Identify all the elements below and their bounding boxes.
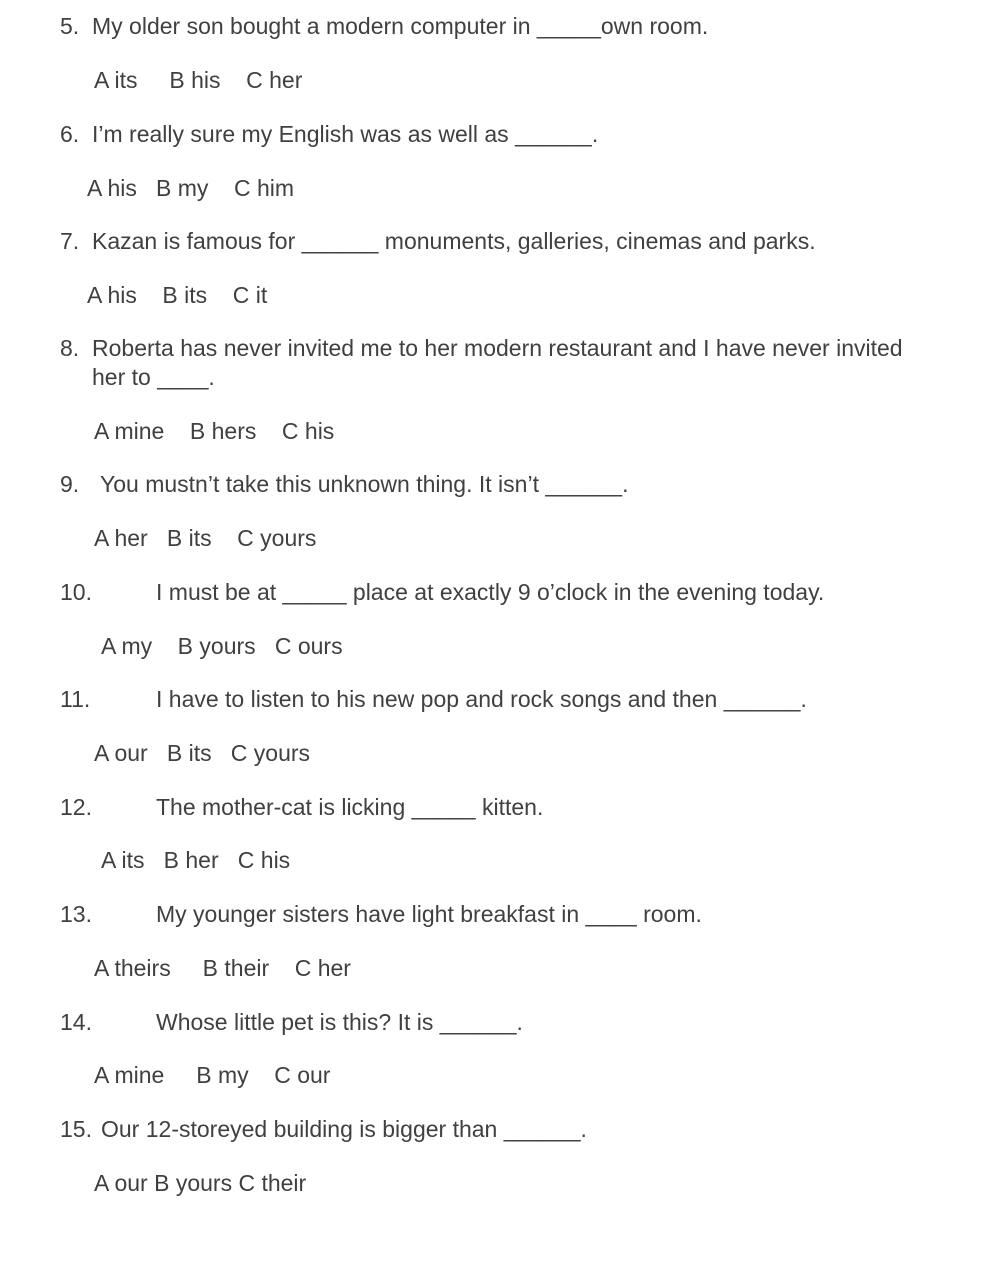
question-number: 13. <box>60 901 92 927</box>
question-text: Roberta has never invited me to her modern restaurant and I have never invited <box>92 335 903 361</box>
question-number: 11. <box>60 686 91 712</box>
question-text: I’m really sure my English was as well as ______. <box>92 121 599 147</box>
question-number: 8. <box>60 335 80 361</box>
question-number: 7. <box>60 228 80 254</box>
question-text: Whose little pet is this? It is ______. <box>156 1009 523 1035</box>
answer-options: A his B its C it <box>87 282 268 308</box>
question-number: 14. <box>60 1009 92 1035</box>
question-text-continued: her to ____. <box>92 364 215 390</box>
answer-options: A our B its C yours <box>94 740 311 766</box>
answer-options: A her B its C yours <box>94 525 317 551</box>
question-number: 6. <box>60 121 80 147</box>
question-number: 9. <box>60 471 80 497</box>
question-number: 10. <box>60 579 92 605</box>
question-text: The mother-cat is licking _____ kitten. <box>156 794 544 820</box>
question-text: I have to listen to his new pop and rock songs and then ______. <box>156 686 807 712</box>
answer-options: A its B her C his <box>101 847 291 873</box>
question-text: I must be at _____ place at exactly 9 o’clock in the evening today. <box>156 579 825 605</box>
answer-options: A his B my C him <box>87 175 295 201</box>
question-number: 15. <box>60 1116 92 1142</box>
question-text: Kazan is famous for ______ monuments, galleries, cinemas and parks. <box>92 228 816 254</box>
answer-options: A its B his C her <box>94 67 303 93</box>
answer-options: A my B yours C ours <box>101 633 343 659</box>
question-text: You mustn’t take this unknown thing. It isn’t ______. <box>100 471 629 497</box>
question-text: Our 12-storeyed building is bigger than ______. <box>101 1116 587 1142</box>
answer-options: A theirs B their C her <box>94 955 351 981</box>
answer-options: A mine B my C our <box>94 1062 331 1088</box>
answer-options: A our B yours C their <box>94 1170 307 1196</box>
question-text: My older son bought a modern computer in _____own room. <box>92 13 709 39</box>
answer-options: A mine B hers C his <box>94 418 335 444</box>
question-number: 12. <box>60 794 92 820</box>
question-text: My younger sisters have light breakfast in ____ room. <box>156 901 702 927</box>
question-number: 5. <box>60 13 80 39</box>
